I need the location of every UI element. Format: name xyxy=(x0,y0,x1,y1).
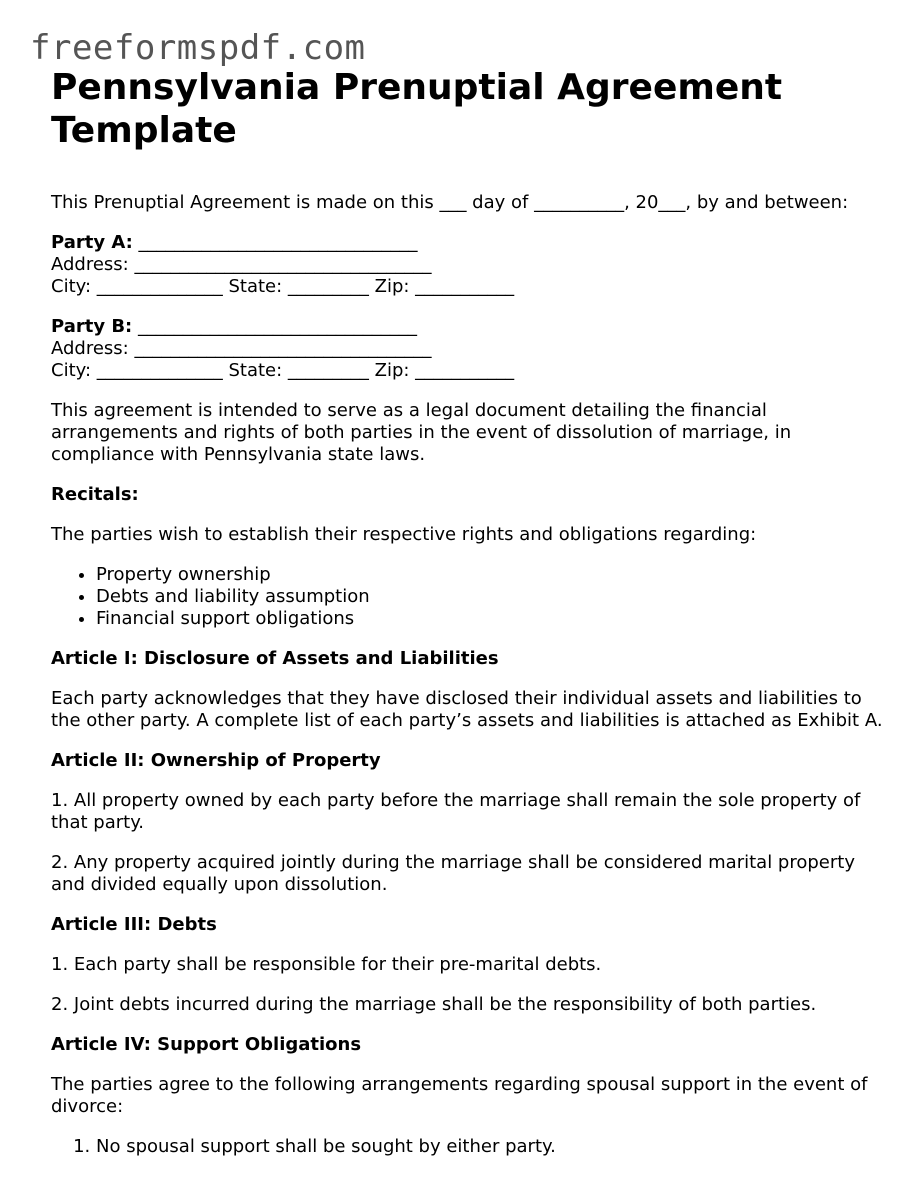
party-a-block xyxy=(51,232,891,298)
party-b-block xyxy=(51,316,891,382)
recitals-text: The parties wish to establish their respective rights and obligations regarding: xyxy=(51,524,757,545)
watermark: freeformspdf.com xyxy=(30,28,366,68)
list-item: • Financial support obligations xyxy=(96,608,891,630)
intro-paragraph: This Prenuptial Agreement is made on this ___ day of __________, 20___, by and between: xyxy=(51,192,849,213)
purpose-paragraph: This agreement is intended to serve as a legal document detailing the financial arrangements and rights of both parties in the event of dissolution of marriage, in compliance with Pennsylvania state laws. xyxy=(51,400,792,465)
party-b-city-line: City: ______________ State: _________ Zip: ___________ xyxy=(51,360,515,381)
list-item: • Debts and liability assumption xyxy=(96,586,891,608)
page-title: Pennsylvania Prenuptial Agreement Template xyxy=(51,67,783,151)
article-2-clause-1: 1. All property owned by each party before the marriage shall remain the sole property of that party. xyxy=(51,790,861,833)
list-item: • Property ownership xyxy=(96,564,891,586)
party-b-name-blank: _______________________________ xyxy=(132,316,417,337)
article-4-text: The parties agree to the following arrangements regarding spousal support in the event of divorce: xyxy=(51,1074,868,1117)
article-1-heading: Article I: Disclosure of Assets and Liabilities xyxy=(51,648,499,669)
document-body xyxy=(51,66,891,1158)
article-2-clause-2: 2. Any property acquired jointly during the marriage shall be considered marital property and divided equally upon dissolution. xyxy=(51,852,855,895)
party-a-city-line: City: ______________ State: _________ Zip: ___________ xyxy=(51,276,515,297)
article-4-list xyxy=(51,1136,891,1158)
list-item: 1. No spousal support shall be sought by either party. xyxy=(96,1136,891,1158)
article-1-text: Each party acknowledges that they have disclosed their individual assets and liabilities to the other party. A complete list of each party’s assets and liabilities is attached as Exhibit A. xyxy=(51,688,883,731)
article-2-heading: Article II: Ownership of Property xyxy=(51,750,381,771)
party-a-name-blank: _______________________________ xyxy=(132,232,418,253)
party-b-address: Address: _________________________________ xyxy=(51,338,432,359)
article-3-heading: Article III: Debts xyxy=(51,914,217,935)
article-4-heading: Article IV: Support Obligations xyxy=(51,1034,362,1055)
party-b-label: Party B: xyxy=(51,316,133,337)
party-a-label: Party A: xyxy=(51,232,133,253)
article-3-clause-2: 2. Joint debts incurred during the marriage shall be the responsibility of both parties. xyxy=(51,994,817,1015)
recitals-list xyxy=(51,564,891,630)
recitals-heading: Recitals: xyxy=(51,484,139,505)
party-a-address: Address: _________________________________ xyxy=(51,254,432,275)
article-3-clause-1: 1. Each party shall be responsible for their pre-marital debts. xyxy=(51,954,602,975)
